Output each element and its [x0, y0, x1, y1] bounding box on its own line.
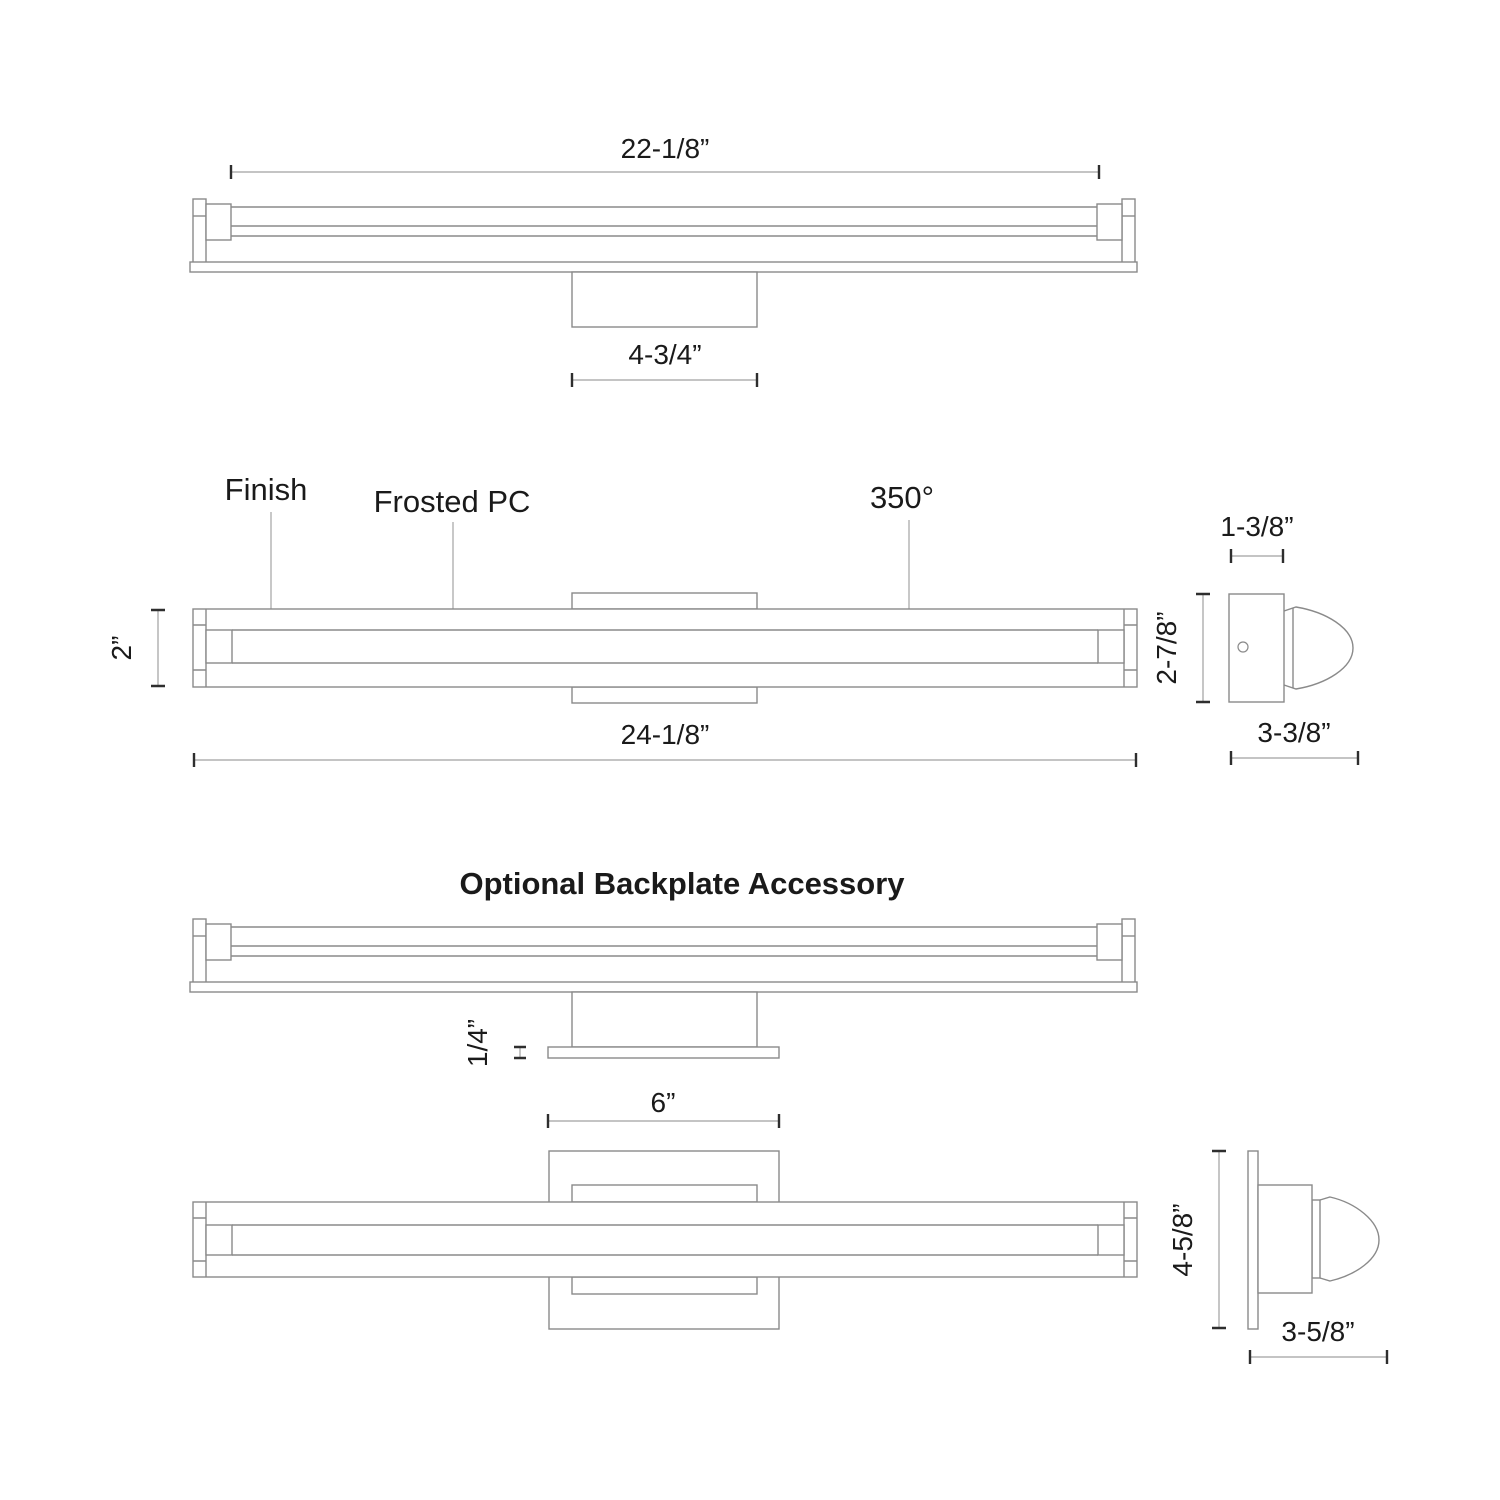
- housing-body-side: [1258, 1185, 1312, 1293]
- lens-lines: [231, 946, 1097, 956]
- left-end-tab: [193, 199, 206, 265]
- housing-base-bar: [190, 982, 1137, 992]
- lamp-dome-profile: [1284, 607, 1353, 689]
- dim-body-height: [106, 610, 165, 686]
- housing-outline: [193, 609, 1137, 687]
- left-end-cap: [206, 1225, 232, 1255]
- dim-backplate-depth-label: 3-5/8”: [1281, 1316, 1355, 1347]
- right-end-cap: [1098, 1225, 1124, 1255]
- top-mount-tab: [572, 593, 757, 609]
- section-heading: Optional Backplate Accessory: [459, 866, 905, 901]
- canopy-block: [572, 992, 757, 1047]
- backplate-front-view: [193, 1151, 1137, 1329]
- dim-overall-width: [194, 719, 1136, 767]
- dim-backplate-thickness-label: 1/4”: [462, 1018, 493, 1068]
- lamp-dome-profile: [1320, 1197, 1379, 1281]
- backplate-edge: [548, 1047, 779, 1058]
- dim-wall-plate-width: [1220, 511, 1293, 563]
- right-end-cap: [1098, 630, 1124, 663]
- left-end-cap: [206, 204, 231, 240]
- left-end-tab: [193, 919, 206, 985]
- dim-backplate-height: [1167, 1151, 1226, 1328]
- housing-outline: [193, 1202, 1137, 1277]
- top-mount-tab: [572, 1185, 757, 1202]
- housing-base-bar: [190, 262, 1137, 272]
- left-end-cap: [206, 630, 232, 663]
- bottom-mount-tab: [572, 1277, 757, 1294]
- dim-side-height: [1151, 594, 1210, 702]
- dim-backplate-depth: [1250, 1316, 1387, 1364]
- backplate-top-view: [190, 919, 1137, 1128]
- left-end-cap: [206, 924, 231, 960]
- dim-body-height-label: 2”: [106, 635, 137, 661]
- dim-canopy-width: [572, 339, 757, 387]
- dim-backplate-thickness: [462, 1019, 526, 1067]
- dim-side-height-label: 2-7/8”: [1151, 611, 1182, 685]
- dim-lens-width-label: 22-1/8”: [620, 133, 710, 164]
- right-end-tab: [1122, 919, 1135, 985]
- dim-backplate-width: [548, 1087, 779, 1128]
- top-view: [190, 133, 1137, 387]
- backplate-side-view: [1167, 1151, 1387, 1364]
- bottom-mount-tab: [572, 687, 757, 703]
- lamp-neck: [1312, 1200, 1320, 1278]
- right-end-cap: [1097, 924, 1122, 960]
- frosted-pc-label: Frosted PC: [373, 484, 531, 519]
- dim-lens-width: [231, 133, 1099, 179]
- right-end-cap: [1097, 204, 1122, 240]
- dim-wall-plate-width-label: 1-3/8”: [1220, 511, 1294, 542]
- wall-plate-side: [1229, 594, 1284, 702]
- dim-side-depth-label: 3-3/8”: [1257, 717, 1331, 748]
- dim-backplate-height-label: 4-5/8”: [1167, 1203, 1198, 1277]
- front-view: [106, 472, 1137, 767]
- backplate-edge-strip: [1248, 1151, 1258, 1329]
- dim-overall-width-label: 24-1/8”: [620, 719, 710, 750]
- lens-lines: [231, 226, 1097, 236]
- right-end-tab: [1122, 199, 1135, 265]
- rotation-label: 350°: [869, 480, 935, 515]
- canopy-block: [572, 272, 757, 327]
- finish-label: Finish: [224, 472, 308, 507]
- dim-side-depth: [1231, 717, 1358, 765]
- screw-hole: [1238, 642, 1248, 652]
- dim-backplate-width-label: 6”: [650, 1087, 676, 1118]
- side-view: [1151, 511, 1358, 765]
- dim-canopy-width-label: 4-3/4”: [628, 339, 702, 370]
